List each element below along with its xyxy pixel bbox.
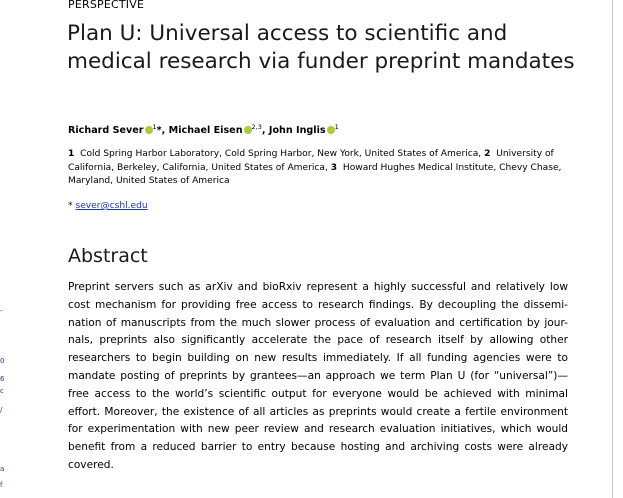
abstract-line: researchers to begin building on new results immediately. If all funding agencies were to — [68, 352, 568, 365]
abstract-line: covered. — [68, 458, 114, 471]
abstract-line: benefit from a reduced barrier to entry because hosting and archiving costs were already — [68, 441, 568, 454]
article-type-label: PERSPECTIVE — [68, 0, 145, 11]
page-gutter — [613, 0, 623, 498]
affiliation-number: 1 — [68, 149, 75, 159]
author-mark: , — [261, 125, 266, 136]
abstract-line: free access to the world’s scientific output for everyone would be achieved with minimal — [68, 387, 568, 400]
author-affiliation-sup: 1 — [152, 123, 157, 131]
margin-mark: 6 — [0, 375, 5, 383]
abstract-text — [68, 279, 568, 475]
author-affiliation-sup: 2,3 — [251, 123, 262, 131]
email-link[interactable]: sever@cshl.edu — [75, 201, 148, 211]
left-margin-marks — [0, 290, 8, 498]
margin-mark: - — [0, 307, 3, 315]
affiliation-text: Howard Hughes Medical Institute, Chevy Chase, Maryland, United States of America — [68, 162, 562, 186]
affiliation-number: 3 — [330, 162, 338, 173]
abstract-line: mandate posting of preprints by grantees—an approach we term Plan U (for “universal”)— — [68, 369, 568, 382]
abstract-line: cost mechanism for providing free access to research findings. By decoupling the dissemi- — [68, 298, 568, 311]
margin-mark: f — [0, 481, 3, 489]
orcid-icon[interactable] — [145, 126, 153, 134]
margin-mark: a — [0, 465, 5, 473]
affiliation-text: University of California, Berkeley, California, United States of America, — [68, 149, 554, 173]
abstract-heading: Abstract — [68, 245, 148, 267]
author-name: Richard Sever — [68, 125, 144, 136]
margin-mark: c — [0, 387, 4, 395]
affiliation-text: Cold Spring Harbor Laboratory, Cold Spring Harbor, New York, United States of America, — [80, 149, 482, 159]
affiliations — [68, 148, 568, 189]
correspondence — [68, 201, 148, 211]
orcid-icon[interactable] — [244, 126, 252, 134]
author-list — [68, 123, 339, 136]
orcid-icon[interactable] — [327, 126, 335, 134]
abstract-line: nals, preprints also significantly accelerate the pace of research itself by allowing other — [68, 334, 568, 347]
abstract-line: Preprint servers such as arXiv and bioRxiv represent a highly successful and relatively low — [68, 281, 568, 293]
author-name: John Inglis — [268, 125, 326, 136]
abstract-line: effort. Moreover, the existence of all articles as preprints would create a fertile environment — [68, 405, 568, 418]
article-title: Plan U: Universal access to scientific and medical research via funder preprint mandates — [67, 21, 575, 74]
correspondence-marker: * — [68, 201, 73, 211]
author-affiliation-sup: 1 — [334, 123, 339, 131]
margin-mark: / — [0, 406, 3, 414]
abstract-line: for experimentation with new peer review and research evaluation initiatives, which would — [68, 423, 568, 436]
affiliation-number: 2 — [484, 149, 491, 159]
margin-mark: 0 — [0, 357, 5, 365]
abstract-line: nation of manuscripts from the much slower process of evaluation and certification by jour- — [68, 316, 568, 329]
author-mark: *, — [156, 125, 166, 136]
author-name: Michael Eisen — [168, 125, 243, 136]
